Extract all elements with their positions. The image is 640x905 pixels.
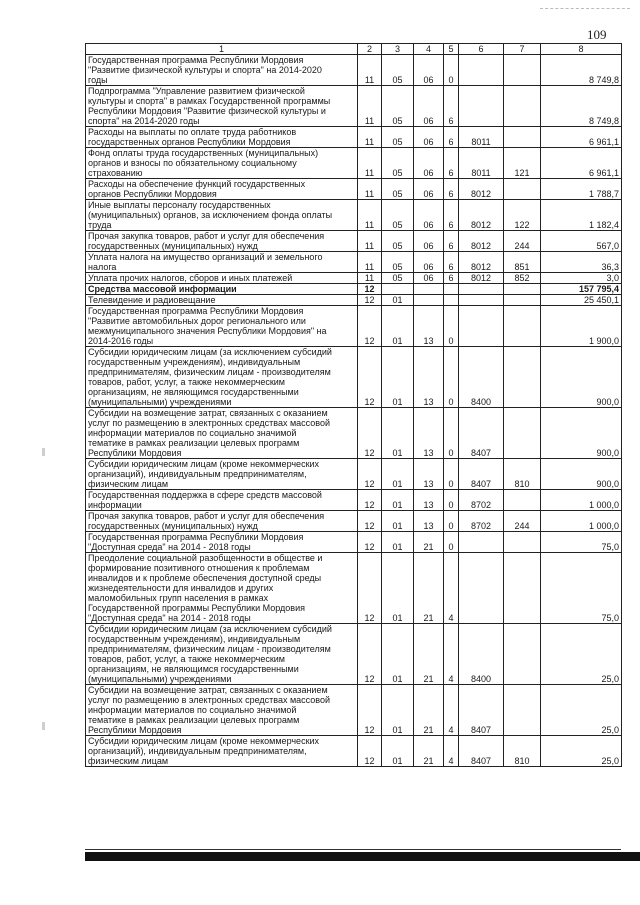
cell-subsection: 05 [382,252,414,273]
header-col-4: 4 [414,44,444,55]
cell-program [414,284,444,295]
cell-direction: 8400 [459,347,504,408]
cell-direction: 8012 [459,200,504,231]
cell-amount: 900,0 [541,459,622,490]
cell-section: 11 [358,179,382,200]
cell-subprogram: 4 [444,736,459,767]
cell-name: Средства массовой информации [86,284,358,295]
cell-program: 06 [414,273,444,284]
cell-amount: 25,0 [541,736,622,767]
cell-subsection: 01 [382,511,414,532]
cell-subsection: 01 [382,685,414,736]
cell-section: 12 [358,736,382,767]
table-bottom-rule [85,849,621,850]
cell-expense-type: 121 [504,148,541,179]
table-row [86,490,622,511]
cell-subsection: 01 [382,459,414,490]
cell-program: 06 [414,55,444,86]
cell-program: 06 [414,200,444,231]
cell-amount: 900,0 [541,347,622,408]
cell-name: Фонд оплаты труда государственных (муниципальных) органов и взносы по обязательному социальному страхованию [86,148,358,179]
cell-amount: 8 749,8 [541,86,622,127]
cell-name: Субсидии юридическим лицам (за исключением субсидий государственным учреждениям), индивидуальным предпринимателям, физическим лицам - производителям товаров, работ, услуг, а также некоммерческим организациям, не являющимся государственными (муниципальными) учреждениями [86,347,358,408]
cell-program: 13 [414,511,444,532]
cell-program: 21 [414,624,444,685]
cell-amount: 75,0 [541,532,622,553]
cell-direction: 8400 [459,624,504,685]
cell-expense-type [504,295,541,306]
cell-section: 12 [358,347,382,408]
cell-expense-type [504,306,541,347]
cell-subsection: 05 [382,86,414,127]
cell-expense-type [504,179,541,200]
cell-expense-type: 244 [504,511,541,532]
cell-subprogram: 6 [444,179,459,200]
cell-program: 13 [414,306,444,347]
cell-expense-type: 244 [504,231,541,252]
cell-subprogram: 0 [444,511,459,532]
cell-expense-type [504,347,541,408]
cell-direction: 8011 [459,148,504,179]
cell-program: 13 [414,347,444,408]
scan-margin-mark [42,722,45,730]
scan-bottom-band [85,852,640,861]
cell-section: 11 [358,127,382,148]
cell-amount: 25,0 [541,685,622,736]
table-body [86,55,622,767]
cell-program: 21 [414,685,444,736]
table-row [86,273,622,284]
cell-name: Подпрограмма "Управление развитием физической культуры и спорта" в рамках Государственной программы Республики Мордовия "Развитие физической культуры и спорта" на 2014-2020 годы [86,86,358,127]
table-row [86,252,622,273]
cell-direction [459,86,504,127]
table-row [86,511,622,532]
table-row [86,736,622,767]
cell-direction: 8407 [459,408,504,459]
cell-amount: 157 795,4 [541,284,622,295]
cell-amount: 1 000,0 [541,490,622,511]
cell-expense-type [504,55,541,86]
table-row [86,284,622,295]
table-row [86,624,622,685]
header-col-1: 1 [86,44,358,55]
cell-amount: 1 000,0 [541,511,622,532]
budget-table [85,43,622,767]
table-row [86,127,622,148]
cell-expense-type [504,490,541,511]
cell-subprogram: 0 [444,459,459,490]
cell-name: Государственная программа Республики Мордовия "Доступная среда" на 2014 - 2018 годы [86,532,358,553]
cell-section: 12 [358,408,382,459]
cell-direction: 8012 [459,179,504,200]
cell-name: Субсидии на возмещение затрат, связанных с оказанием услуг по размещению в электронных средствах массовой информации материалов по социально значимой тематике в рамках реализации целевых программ Республики Мордовия [86,685,358,736]
cell-expense-type [504,685,541,736]
cell-subprogram: 0 [444,490,459,511]
cell-direction: 8407 [459,459,504,490]
table-row [86,179,622,200]
cell-section: 11 [358,200,382,231]
table-row [86,148,622,179]
cell-expense-type [504,284,541,295]
cell-section: 11 [358,273,382,284]
cell-subsection: 01 [382,295,414,306]
cell-subprogram: 6 [444,273,459,284]
cell-expense-type [504,86,541,127]
cell-subprogram: 6 [444,127,459,148]
table-row [86,532,622,553]
cell-expense-type [504,532,541,553]
cell-subprogram: 6 [444,86,459,127]
cell-program: 21 [414,532,444,553]
cell-name: Государственная поддержка в сфере средств массовой информации [86,490,358,511]
table-row [86,86,622,127]
cell-expense-type: 810 [504,459,541,490]
cell-subprogram: 0 [444,55,459,86]
cell-direction: 8012 [459,273,504,284]
cell-direction: 8702 [459,511,504,532]
cell-subsection: 01 [382,347,414,408]
cell-name: Расходы на выплаты по оплате труда работников государственных органов Республики Мордовия [86,127,358,148]
cell-program: 06 [414,179,444,200]
cell-subsection: 01 [382,408,414,459]
cell-program: 06 [414,148,444,179]
cell-direction [459,55,504,86]
cell-subprogram: 0 [444,408,459,459]
table-row [86,306,622,347]
cell-subprogram: 6 [444,231,459,252]
cell-section: 11 [358,148,382,179]
header-col-2: 2 [358,44,382,55]
cell-section: 12 [358,624,382,685]
cell-section: 12 [358,306,382,347]
cell-subprogram: 0 [444,532,459,553]
cell-direction: 8702 [459,490,504,511]
cell-section: 11 [358,231,382,252]
cell-name: Прочая закупка товаров, работ и услуг для обеспечения государственных (муниципальных) нужд [86,511,358,532]
cell-program: 13 [414,490,444,511]
cell-name: Государственная программа Республики Мордовия "Развитие физической культуры и спорта" на 2014-2020 годы [86,55,358,86]
cell-name: Государственная программа Республики Мордовия "Развитие автомобильных дорог регионального или межмуниципального значения Республики Мордовия" на 2014-2016 годы [86,306,358,347]
header-col-7: 7 [504,44,541,55]
page-number: 109 [587,27,607,42]
cell-amount: 1 788,7 [541,179,622,200]
cell-section: 12 [358,553,382,624]
cell-expense-type [504,624,541,685]
cell-name: Уплата налога на имущество организаций и земельного налога [86,252,358,273]
cell-amount: 1 182,4 [541,200,622,231]
cell-subsection: 05 [382,127,414,148]
cell-subsection: 05 [382,200,414,231]
header-col-8: 8 [541,44,622,55]
cell-direction [459,295,504,306]
cell-subprogram: 0 [444,347,459,408]
cell-amount: 25 450,1 [541,295,622,306]
header-col-6: 6 [459,44,504,55]
cell-amount: 8 749,8 [541,55,622,86]
cell-section: 12 [358,490,382,511]
cell-section: 12 [358,511,382,532]
scan-top-dash [540,8,630,9]
cell-amount: 900,0 [541,408,622,459]
cell-expense-type: 810 [504,736,541,767]
cell-program: 06 [414,231,444,252]
cell-subsection [382,284,414,295]
cell-subsection: 01 [382,306,414,347]
cell-subprogram: 6 [444,252,459,273]
cell-subprogram: 4 [444,624,459,685]
cell-section: 11 [358,252,382,273]
cell-name: Телевидение и радиовещание [86,295,358,306]
cell-amount: 1 900,0 [541,306,622,347]
cell-subsection: 01 [382,490,414,511]
cell-section: 12 [358,459,382,490]
cell-name: Преодоление социальной разобщенности в обществе и формирование позитивного отношения к проблемам инвалидов и к проблеме обеспечения доступной среды жизнедеятельности для инвалидов и других маломобильных групп населения в рамках Государственной программы Республики Мордовия "Доступная среда" на 2014 - 2018 годы [86,553,358,624]
table-row [86,231,622,252]
cell-direction: 8012 [459,252,504,273]
cell-section: 11 [358,55,382,86]
cell-name: Субсидии юридическим лицам (кроме некоммерческих организаций), индивидуальным предпринимателям, физическим лицам [86,736,358,767]
cell-section: 12 [358,685,382,736]
cell-subsection: 01 [382,553,414,624]
cell-section: 12 [358,284,382,295]
table-row [86,408,622,459]
cell-name: Субсидии юридическим лицам (за исключением субсидий государственным учреждениям), индивидуальным предпринимателям, физическим лицам - производителям товаров, работ, услуг, а также некоммерческим организациям, не являющимся государственными (муниципальными) учреждениями [86,624,358,685]
table-row [86,200,622,231]
cell-name: Уплата прочих налогов, сборов и иных платежей [86,273,358,284]
cell-name: Иные выплаты персоналу государственных (муниципальных) органов, за исключением фонда оплаты труда [86,200,358,231]
cell-program: 21 [414,553,444,624]
table-row [86,347,622,408]
cell-subsection: 01 [382,532,414,553]
table-header-row [86,44,622,55]
cell-expense-type: 852 [504,273,541,284]
cell-expense-type [504,127,541,148]
cell-program: 13 [414,408,444,459]
cell-name: Субсидии юридическим лицам (кроме некоммерческих организаций), индивидуальным предпринимателям, физическим лицам [86,459,358,490]
cell-expense-type: 122 [504,200,541,231]
cell-amount: 567,0 [541,231,622,252]
cell-subsection: 05 [382,148,414,179]
cell-subprogram: 4 [444,553,459,624]
cell-name: Расходы на обеспечение функций государственных органов Республики Мордовия [86,179,358,200]
cell-subprogram [444,284,459,295]
cell-program: 06 [414,252,444,273]
cell-direction [459,306,504,347]
cell-amount: 36,3 [541,252,622,273]
cell-subsection: 01 [382,736,414,767]
cell-amount: 6 961,1 [541,127,622,148]
cell-name: Прочая закупка товаров, работ и услуг для обеспечения государственных (муниципальных) нужд [86,231,358,252]
cell-subprogram: 6 [444,200,459,231]
table-row [86,553,622,624]
cell-direction: 8407 [459,736,504,767]
cell-subprogram: 4 [444,685,459,736]
cell-name: Субсидии на возмещение затрат, связанных с оказанием услуг по размещению в электронных средствах массовой информации материалов по социально значимой тематике в рамках реализации целевых программ Республики Мордовия [86,408,358,459]
cell-program: 13 [414,459,444,490]
cell-subsection: 01 [382,624,414,685]
cell-direction [459,284,504,295]
cell-direction [459,553,504,624]
cell-direction: 8011 [459,127,504,148]
cell-direction: 8012 [459,231,504,252]
header-col-3: 3 [382,44,414,55]
header-col-5: 5 [444,44,459,55]
cell-amount: 25,0 [541,624,622,685]
cell-section: 12 [358,295,382,306]
cell-subprogram: 0 [444,306,459,347]
table-row [86,459,622,490]
cell-direction: 8407 [459,685,504,736]
cell-expense-type: 851 [504,252,541,273]
cell-section: 12 [358,532,382,553]
cell-program: 06 [414,127,444,148]
cell-program: 21 [414,736,444,767]
cell-program: 06 [414,86,444,127]
cell-amount: 6 961,1 [541,148,622,179]
cell-program [414,295,444,306]
cell-amount: 3,0 [541,273,622,284]
cell-expense-type [504,408,541,459]
cell-subsection: 05 [382,55,414,86]
cell-subsection: 05 [382,273,414,284]
cell-subsection: 05 [382,179,414,200]
cell-direction [459,532,504,553]
cell-amount: 75,0 [541,553,622,624]
cell-subsection: 05 [382,231,414,252]
cell-subprogram: 6 [444,148,459,179]
table-row [86,295,622,306]
scan-margin-mark [42,448,45,456]
cell-subprogram [444,295,459,306]
table-row [86,55,622,86]
cell-section: 11 [358,86,382,127]
table-row [86,685,622,736]
cell-expense-type [504,553,541,624]
